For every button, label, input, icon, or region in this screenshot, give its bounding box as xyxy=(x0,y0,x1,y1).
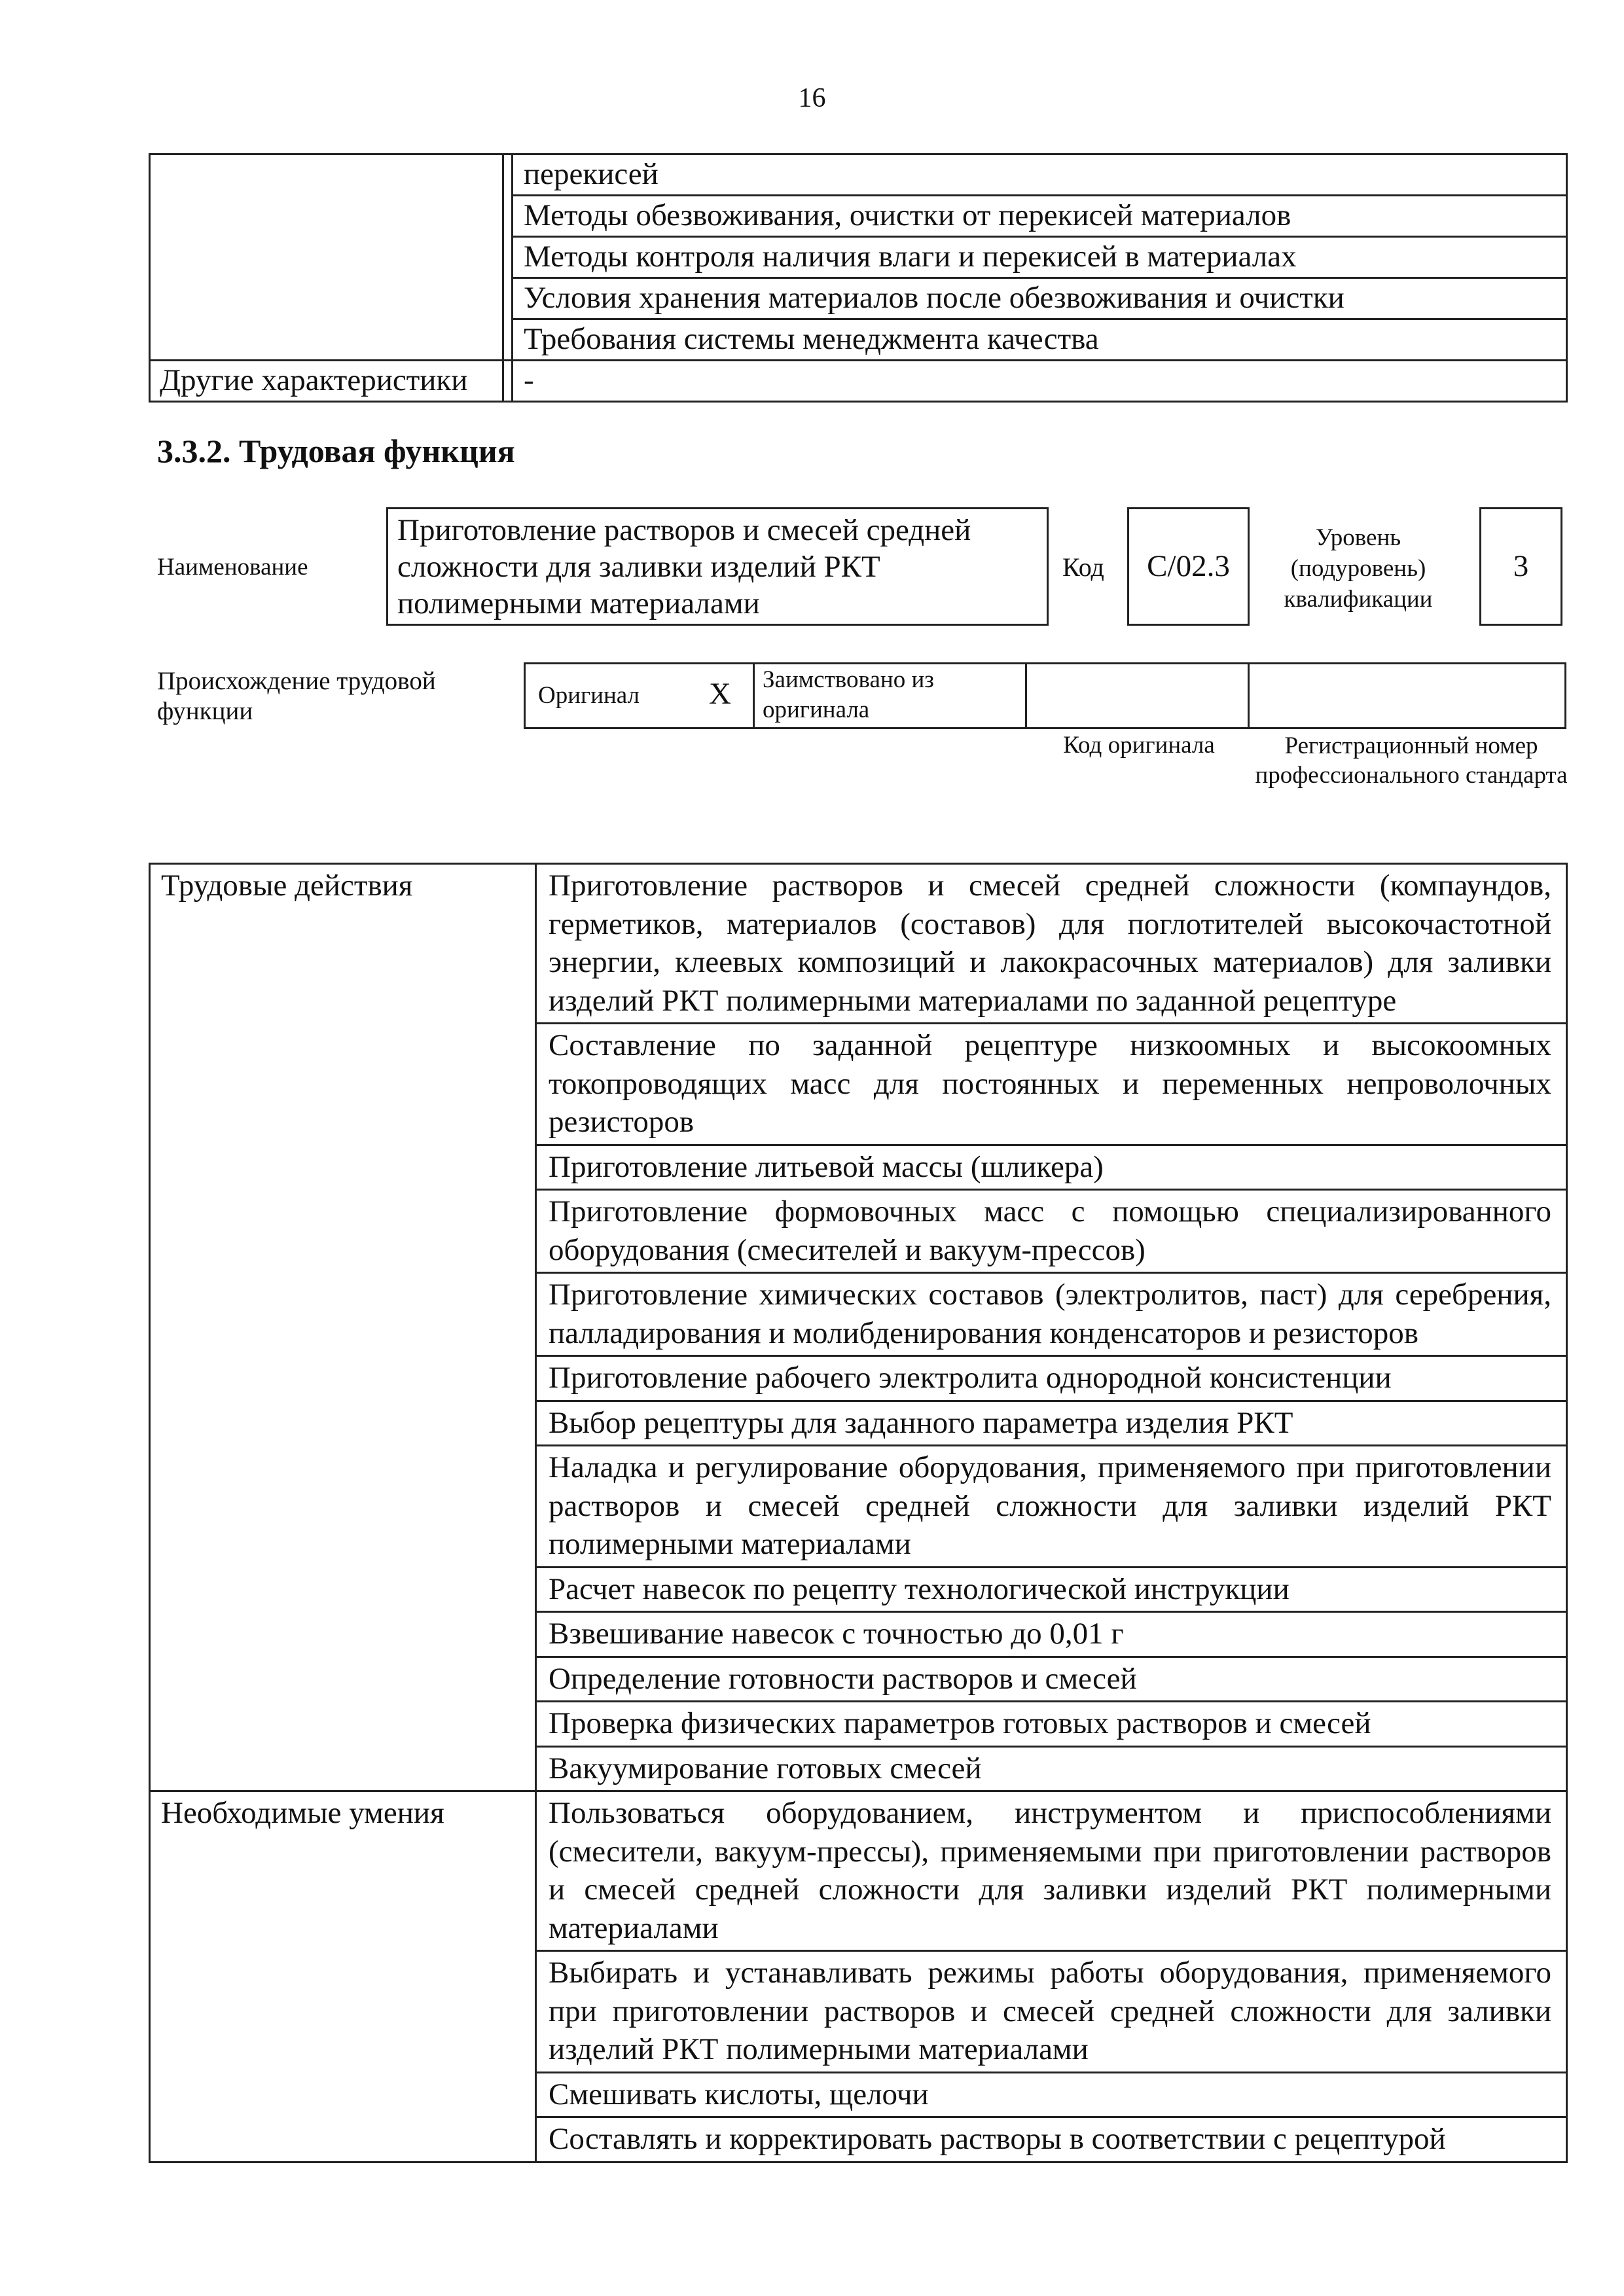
labor-actions-label: Трудовые действия xyxy=(150,864,536,1791)
skill-row: Выбирать и устанавливать режимы работы оборудования, применяемого при приготовлении растворов и смесей средней сложности для заливки изделий РКТ полимерными материалами xyxy=(536,1951,1567,2073)
borrowed-label: Заимствовано из оригинала xyxy=(763,666,934,723)
level-label: Уровень (подуровень) квалификации xyxy=(1284,524,1433,613)
page-number: 16 xyxy=(798,83,826,113)
reg-number-label: Регистрационный номер профессионального стандарта xyxy=(1255,732,1568,789)
code-box xyxy=(1127,507,1250,626)
function-name-box xyxy=(386,507,1049,626)
level-value: 3 xyxy=(1513,549,1529,583)
labor-action-row: Наладка и регулирование оборудования, применяемого при приготовлении растворов и смесей средней сложности для заливки изделий РКТ полимерными материалами xyxy=(536,1446,1567,1568)
labor-action-row: Взвешивание навесок с точностью до 0,01 г xyxy=(536,1612,1567,1657)
original-label: Оригинал xyxy=(538,682,640,709)
empty-label-cell xyxy=(150,154,503,361)
knowledge-row: Методы контроля наличия влаги и перекисей в материалах xyxy=(513,237,1567,278)
labor-action-row: Приготовление растворов и смесей средней сложности (компаундов, герметиков, материалов (составов) для поглотителей высокочастотной энергии, клеевых композиций и лакокрасочных материалов) для заливки изделий РКТ полимерными материалами по заданной рецептуре xyxy=(536,864,1567,1024)
labor-action-row: Определение готовности растворов и смесей xyxy=(536,1657,1567,1702)
labor-action-row: Расчет навесок по рецепту технологической инструкции xyxy=(536,1567,1567,1612)
section-title: 3.3.2. Трудовая функция xyxy=(157,433,515,469)
labor-action-row: Приготовление формовочных масс с помощью специализированного оборудования (смесителей и вакуум-прессов) xyxy=(536,1190,1567,1273)
origin-label: Происхождение трудовой функции xyxy=(157,667,436,725)
skill-row: Составлять и корректировать растворы в соответствии с рецептурой xyxy=(536,2117,1567,2162)
origin-divider xyxy=(1025,662,1027,729)
labor-action-row: Выбор рецептуры для заданного параметра изделия РКТ xyxy=(536,1401,1567,1446)
function-name: Приготовление растворов и смесей средней сложности для заливки изделий РКТ полимерными материалами xyxy=(397,513,971,620)
knowledge-row: Методы обезвоживания, очистки от перекисей материалов xyxy=(513,196,1567,237)
labor-action-row: Вакуумирование готовых смесей xyxy=(536,1746,1567,1791)
code-label: Код xyxy=(1062,552,1104,582)
origin-divider xyxy=(753,662,755,729)
labor-action-row: Проверка физических параметров готовых растворов и смесей xyxy=(536,1702,1567,1747)
other-characteristics-label: Другие характеристики xyxy=(150,361,503,402)
other-characteristics-value: - xyxy=(513,361,1567,402)
knowledge-row: Требования системы менеджмента качества xyxy=(513,319,1567,361)
continuation-table xyxy=(149,153,1568,403)
skills-label: Необходимые умения xyxy=(150,1791,536,2162)
labor-action-row: Приготовление химических составов (электролитов, паст) для серебрения, палладирования и молибденирования конденсаторов и резисторов xyxy=(536,1273,1567,1356)
labor-action-row: Приготовление рабочего электролита однородной консистенции xyxy=(536,1356,1567,1401)
skill-row: Смешивать кислоты, щелочи xyxy=(536,2072,1567,2117)
name-label: Наименование xyxy=(157,554,308,581)
origin-table xyxy=(524,662,1566,729)
knowledge-row: перекисей xyxy=(513,154,1567,196)
code-original-label: Код оригинала xyxy=(1063,732,1215,759)
labor-action-row: Приготовление литьевой массы (шликера) xyxy=(536,1145,1567,1190)
spacer-cell xyxy=(503,361,513,402)
knowledge-row: Условия хранения материалов после обезвоживания и очистки xyxy=(513,278,1567,319)
skill-row: Пользоваться оборудованием, инструментом и приспособлениями (смесители, вакуум-прессы), применяемыми при приготовлении растворов и смесей средней сложности для заливки изделий РКТ полимерными материалами xyxy=(536,1791,1567,1951)
labor-action-row: Составление по заданной рецептуре низкоомных и высокоомных токопроводящих масс для постоянных и переменных непроволочных резисторов xyxy=(536,1024,1567,1145)
spacer-cell xyxy=(503,154,513,361)
level-box xyxy=(1479,507,1562,626)
original-mark: X xyxy=(709,677,731,711)
origin-divider xyxy=(1248,662,1250,729)
code-value: С/02.3 xyxy=(1147,549,1230,583)
function-table xyxy=(149,863,1568,2163)
